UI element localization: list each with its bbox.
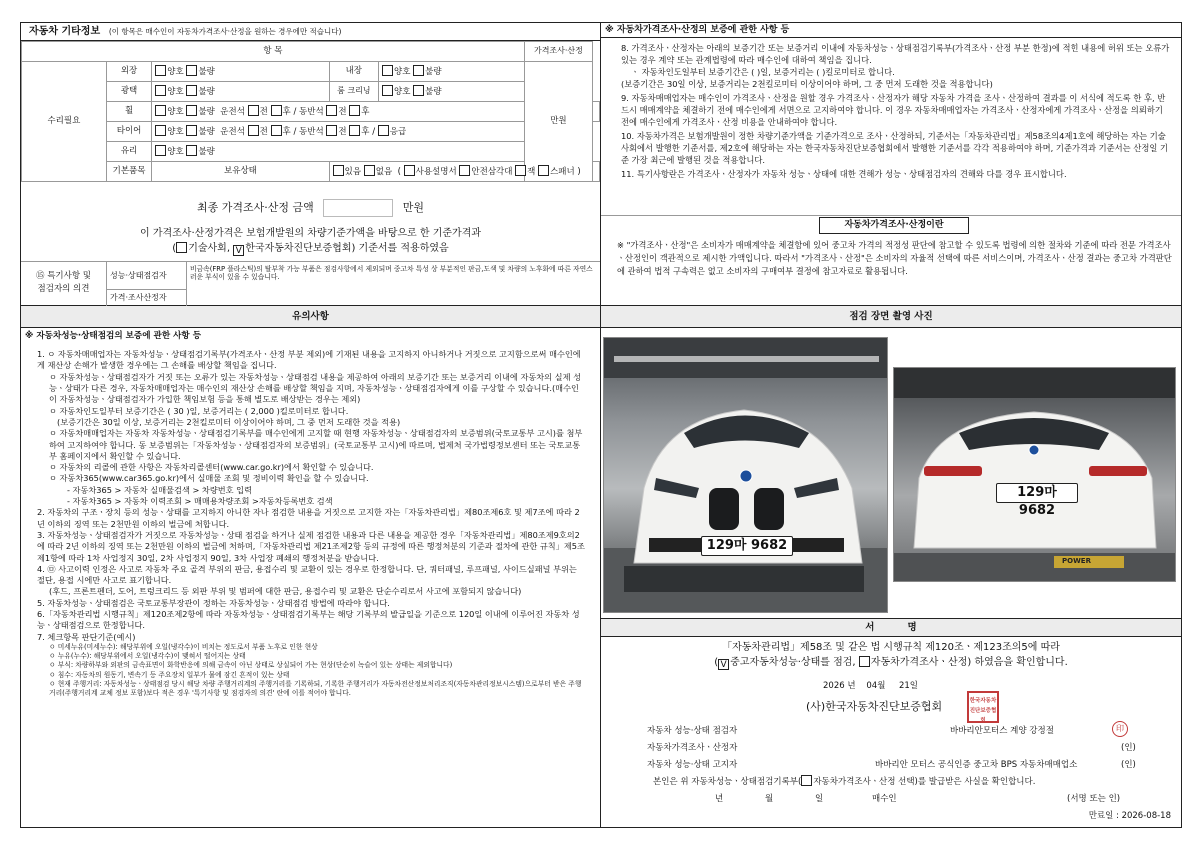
price-warranty-title: ※ 자동차가격조사·산정의 보증에 관한 사항 등 xyxy=(601,23,1181,38)
exterior-options: 양호 불량 xyxy=(152,62,329,82)
holding-label: 보유상태 xyxy=(152,162,329,182)
photos-title: 점검 장면 촬영 사진 xyxy=(601,306,1181,328)
glass-label: 유리 xyxy=(106,142,151,162)
gloss-bad-checkbox[interactable] xyxy=(186,85,197,96)
note-1e: ㅇ 자동차의 리콜에 관한 사항은 자동차리콜센터(www.car.go.kr)에서 확인할 수 있습니다. xyxy=(49,462,374,473)
basic-items-options: 있음 없음 ( 사용설명서 안전삼각대 잭 스패너 ) xyxy=(329,162,599,182)
room-clean-label: 룸 크리닝 xyxy=(329,82,378,102)
note-1c: ㅇ 자동차인도일부터 보증기간은 ( 30 )일, 보증거리는 ( 2,000 )킬로미터로 합니다. xyxy=(49,405,349,416)
jack-checkbox[interactable] xyxy=(515,165,526,176)
row3-in: (인) xyxy=(1121,760,1136,770)
note-3: 3. 자동차성능ㆍ상태점검자가 거짓으로 자동차성능ㆍ상태 점검을 하거나 실제 점검한 내용과 다른 내용을 제공한 경우「자동차관리법」제80조제9호의2에 따라 2년 이하의 징역 또는 2천만원 이하의 벌금에 처하며,「자동차관리법 제21조제2항 등의 규정에 따른 행정처분의 기준과 절차에 관한 규칙」제5조제1항에 따라 1차 사업정지 30일, 2차 사업정지 90일, 3차 사업장 폐쇄의 행정처분을 받습니다. xyxy=(37,529,585,563)
note-4b: (후드, 프론트펜더, 도어, 트렁크리드 등 외판 부위 및 범퍼에 대한 판금, 용접수리 및 교환은 단순수리로서 사고에 포함되지 않습니다) xyxy=(49,586,522,597)
front-license-plate: 129마 9682 xyxy=(701,536,793,556)
expiry-date: 만료일 : 2026-08-18 xyxy=(1088,811,1171,821)
criteria-2: ㅇ 누유(누수): 해당부위에서 오일(냉각수)이 맺혀서 떨어지는 상태 xyxy=(49,652,246,661)
other-info-table xyxy=(21,41,600,182)
tire-passenger-rear-checkbox[interactable] xyxy=(349,125,360,136)
item-8-note: (보증기간은 30일 이상, 보증거리는 2천킬로미터 이상이어야 하며, 그 중 먼저 도래한 것을 적용합니다) xyxy=(621,79,993,89)
note-1b: ㅇ 자동차성능ㆍ상태점검자가 거짓 또는 오류가 있는 자동차성능ㆍ상태점검 내용을 제공하여 아래의 보증기간 또는 보증거리 이내에 자동차의 실제 성능ㆍ상태가 다른 경우, 자동차매매업자는 매수인의 재산상 손해를 배상할 책임을 지며, 자동차성능ㆍ상태점검자에게 이를 구상할 수 있습니다.(매수인이 자동차성능ㆍ상태점검자가 가입한 책임보험 등을 통해 별도로 배상받는 경우는 제외) xyxy=(49,371,582,405)
interior-label: 내장 xyxy=(329,62,378,82)
signature-line-1: 「자동차관리법」제58조 및 같은 법 시행규칙 제120조ㆍ제123조의5에 따라 xyxy=(722,642,1060,653)
room-clean-good-checkbox[interactable] xyxy=(382,85,393,96)
wheel-passenger-front-checkbox[interactable] xyxy=(326,105,337,116)
tire-options: 양호 불량 운전석 전 후 / 동반석 전 후 / 응급 xyxy=(152,122,593,142)
price-info-box-text: ※ "가격조사ㆍ산정"은 소비자가 매매계약을 체결함에 있어 중고차 가격의 적정성 판단에 참고할 수 있도록 법령에 의한 절차와 기준에 따라 전문 가격조사ㆍ산정인이 객관적으로 제시한 가액입니다. 따라서 "가격조사ㆍ산정"은 소비자의 자율적 선택에 따른 서비스이며, 가격조사ㆍ산정 결과는 중고차 가격판단에 관하여 법적 구속력은 없고 소비자의 구매여부 결정에 참고자료로 활용됩니다. xyxy=(617,240,1172,276)
wheel-label: 휠 xyxy=(106,102,151,122)
interior-options: 양호 불량 xyxy=(379,62,525,82)
note-1: 1. ㅇ 자동차매매업자는 자동차성능ㆍ상태점검기록부(가격조사ㆍ산정 부분 제외)에 기재된 내용을 고지하지 아니하거나 거짓으로 고지함으로써 매수인에게 재산상 손해가 발생한 경우에는 그 손해를 배상할 책임을 집니다. xyxy=(37,349,581,371)
item-10: 10. 자동차가격은 보험개발원이 정한 차량기준가액을 기준가격으로 조사ㆍ산정하되, 기준서는「자동차관리법」제58조의4제1호에 해당하는 자는 기술사회에서 발행한 기준서를, 제2호에 해당하는 자는 한국자동차진단보증협회에서 발행한 기준서를 각각 적용하여야 하며, 기준가격과 기준서는 산정일 기준 가장 최근에 발행된 것을 적용합니다. xyxy=(621,131,1169,165)
inspector-seal: 印 xyxy=(1112,721,1128,737)
room-clean-options: 양호 불량 xyxy=(379,82,525,102)
perf-inspector-label: 성능·상태점검자 xyxy=(107,262,187,290)
signature-date: 2026 년 04월 21일 xyxy=(823,681,918,691)
signature-line-2: ( V 중고자동차성능·상태를 점검, 자동차가격조사ㆍ산정) 하였음을 확인합니다. xyxy=(714,657,1068,670)
note-1f-a: - 자동차365 > 자동차 실매물검색 > 차량번호 입력 xyxy=(67,484,252,495)
final-price-label: 최종 가격조사·산정 금액 xyxy=(196,201,314,214)
signature-org: (사)한국자동차진단보증협회 xyxy=(806,700,943,713)
row1-label: 자동차 성능·상태 점검자 xyxy=(647,726,738,736)
triangle-checkbox[interactable] xyxy=(459,165,470,176)
row1-value: 바바리안모터스 계양 강정절 xyxy=(950,726,1054,736)
rear-license-plate: 129마 9682 xyxy=(996,483,1078,503)
exterior-label: 외장 xyxy=(106,62,151,82)
front-photo xyxy=(603,337,888,613)
note-1f-b: - 자동차365 > 자동차 이력조회 > 매매용차량조회 >자동차등록번호 검색 xyxy=(67,496,333,507)
criteria-4: ㅇ 침수: 자동차의 원동기, 변속기 등 주요장치 일부가 물에 잠긴 흔적이 있는 상태 xyxy=(49,670,290,679)
tire-label: 타이어 xyxy=(106,122,151,142)
rear-photo xyxy=(893,367,1176,582)
exterior-bad-checkbox[interactable] xyxy=(186,65,197,76)
basic-items-label: 기본품목 xyxy=(106,162,151,182)
final-price-input[interactable] xyxy=(323,199,393,217)
col-item-header: 항 목 xyxy=(22,42,525,62)
tire-emergency-checkbox[interactable] xyxy=(378,125,389,136)
wheel-good-checkbox[interactable] xyxy=(155,105,166,116)
note-1f: ㅇ 자동차365(www.car365.go.kr)에서 실매물 조회 및 정비이력 확인을 할 수 있습니다. xyxy=(49,473,369,484)
wheel-passenger-rear-checkbox[interactable] xyxy=(349,105,360,116)
special-opinion-label: ⑮ 특기사항 및 점검자의 의견 xyxy=(21,262,107,306)
row3-value: 바바리안 모터스 공식인증 중고차 BPS 자동차매매업소 xyxy=(875,760,1078,770)
note-6: 6.「자동차관리법 시행규칙」제120조제2항에 따라 자동차성능ㆍ상태점검기록부는 해당 기록부의 발급일을 기준으로 120일 이내에 이루어진 자동차 성능ㆍ상태점검으로 한정합니다. xyxy=(37,609,580,631)
price-warranty-section xyxy=(601,23,1181,305)
price-check-checkbox[interactable] xyxy=(859,656,870,667)
signature-rows xyxy=(647,723,1147,808)
section-note: (이 항목은 매수인이 자동차가격조사·산정을 원하는 경우에만 적습니다) xyxy=(108,27,342,36)
wheel-driver-front-checkbox[interactable] xyxy=(248,105,259,116)
notes-section xyxy=(21,306,600,827)
tire-driver-rear-checkbox[interactable] xyxy=(271,125,282,136)
col-price-header: 가격조사·산정 xyxy=(524,42,592,62)
final-price-unit: 만원 xyxy=(402,201,424,214)
glass-bad-checkbox[interactable] xyxy=(186,145,197,156)
row3-label: 자동차 성능·상태 고지자 xyxy=(647,760,738,770)
interior-bad-checkbox[interactable] xyxy=(413,65,424,76)
gloss-label: 광택 xyxy=(106,82,151,102)
rear-car-image xyxy=(894,368,1176,582)
room-clean-bad-checkbox[interactable] xyxy=(413,85,424,96)
item-8-period: ㆍ 자동차인도일부터 보증기간은 ( )일, 보증거리는 ( )킬로미터로 합니다. xyxy=(631,67,895,77)
criteria-1: ㅇ 미세누유(미세누수): 해당부위에 오일(냉각수)이 비치는 정도로서 부품 노후로 인한 현상 xyxy=(49,642,318,651)
note-5: 5. 자동차성능ㆍ상태점검은 국토교통부장관이 정하는 자동차성능ㆍ상태점검 방법에 따라야 합니다. xyxy=(37,597,390,608)
criteria-5: ㅇ 현재 주행거리: 자동차성능ㆍ상태점검 당시 해당 차량 주행거리계의 주행거리를 기록하되, 기록한 주행거리가 자동차전산정보처리조직(자동차관리정보시스템)으로부터 받은 주행거리(주행거리계 교체 정보 포함)보다 적은 경우 '특기사항 및 점검자의 의견' 란에 이를 적어야 합니다. xyxy=(49,679,582,697)
perf-inspector-opinion: 비금속(FRP 플라스틱)의 탈부착 가능 부품은 점검사항에서 제외되며 중고차 특성 상 부분적인 판금,도색 및 차량의 노후화에 따른 자연스러운 부식이 있을 수 있습니다. xyxy=(190,265,593,282)
wheel-driver-rear-checkbox[interactable] xyxy=(271,105,282,116)
row2-in: (인) xyxy=(1121,743,1136,753)
basis-line-1: 이 가격조사·산정가격은 보험개발원의 차량기준가액을 바탕으로 한 기준가격과 xyxy=(139,228,482,239)
price-won-unit: 만원 xyxy=(524,62,592,182)
special-opinion-block xyxy=(21,261,600,305)
price-info-box-title: 자동차가격조사·산정이란 xyxy=(819,217,969,234)
tire-passenger-front-checkbox[interactable] xyxy=(326,125,337,136)
perf-check-checkbox[interactable]: V xyxy=(718,659,729,670)
power-lift-label: POWER xyxy=(1062,557,1091,565)
criteria-3: ㅇ 부식: 차량하부와 외판의 금속표면이 화학반응에 의해 금속이 아닌 상태로 상실되어 가는 현상(단순히 녹슬어 있는 상태는 제외합니다) xyxy=(49,661,453,670)
wheel-bad-checkbox[interactable] xyxy=(186,105,197,116)
signature-title: 서 명 xyxy=(601,619,1181,637)
repair-needed-label: 수리필요 xyxy=(22,62,107,182)
section-title: 자동차 기타정보 xyxy=(29,26,101,37)
notes-subtitle: ※ 자동차성능·상태점검의 보증에 관한 사항 등 xyxy=(25,331,202,341)
manual-checkbox[interactable] xyxy=(404,165,415,176)
note-1c-detail: (보증기간은 30일 이상, 보증거리는 2천킬로미터 이상이어야 하며, 그 중 먼저 도래한 것을 적용) xyxy=(57,416,401,427)
tire-driver-front-checkbox[interactable] xyxy=(248,125,259,136)
glass-good-checkbox[interactable] xyxy=(155,145,166,156)
signature-section xyxy=(601,618,1181,827)
row4-confirm: 본인은 위 자동차성능ㆍ상태점검기록부( 자동차가격조사ㆍ산정 선택)를 발급받은 사실을 확인합니다. xyxy=(653,777,1036,787)
gloss-good-checkbox[interactable] xyxy=(155,85,166,96)
basis-text: 이 가격조사·산정가격은 보험개발원의 차량기준가액을 바탕으로 한 기준가격과 ( 기술사회, V 한국자동차진단보증협회) 기준서를 적용하였음 xyxy=(21,226,600,256)
note-7: 7. 체크항목 판단기준(예시) xyxy=(37,631,136,642)
row5-buyer: 년 월 일 매수인 (서명 또는 인) xyxy=(715,794,1121,804)
spanner-checkbox[interactable] xyxy=(538,165,549,176)
gloss-options: 양호 불량 xyxy=(152,82,329,102)
tire-bad-checkbox[interactable] xyxy=(186,125,197,136)
note-4: 4. ㉤ 사고이력 인정은 사고로 자동차 주요 골격 부위의 판금, 용접수리 및 교환이 있는 경우로 한정합니다. 단, 쿼터패널, 루프패널, 사이드실패널 부위는 절단, 용접 시에만 사고로 표기합니다. xyxy=(37,563,577,586)
kadia-checkbox[interactable]: V xyxy=(233,245,244,256)
note-1d: ㅇ 자동차매매업자는 자동차 자동차성능ㆍ상태점검기록부를 매수인에게 고지할 때 현행 자동차성능ㆍ상태점검자의 보증범위(국토교통부 고시)를 첨부하여 고지하여야 합니다. 동 보증범위는「자동차성능ㆍ상태점검자의 보증범위」(국토교통부 고시)에 따르며, 법제처 국가법령정보센터 또는 국토교통부 홈페이지에서 확인할 수 있습니다. xyxy=(49,428,583,461)
price-inspector-label: 가격·조사산정자 xyxy=(107,290,187,306)
final-price-row xyxy=(21,199,600,217)
exterior-good-checkbox[interactable] xyxy=(155,65,166,76)
notes-title: 유의사항 xyxy=(21,306,600,328)
association-seal: 한국자동차진단보증협회 xyxy=(967,691,999,723)
front-car-image xyxy=(604,338,888,613)
tech-society-checkbox[interactable] xyxy=(176,242,187,253)
basic-have-checkbox[interactable] xyxy=(333,165,344,176)
wheel-options: 양호 불량 운전석 전 후 / 동반석 전 후 xyxy=(152,102,525,122)
basic-none-checkbox[interactable] xyxy=(364,165,375,176)
note-2: 2. 자동차의 구조ㆍ장치 등의 성능ㆍ상태를 고지하지 아니한 자나 점검한 내용을 거짓으로 고지한 자는「자동차관리법」제80조제6호 및 제7조에 따라 2년 이하의 징역 또는 2천만원 이하의 벌금에 처합니다. xyxy=(37,507,580,529)
tire-good-checkbox[interactable] xyxy=(155,125,166,136)
item-11: 11. 특기사항란은 가격조사ㆍ산정자가 자동차 성능ㆍ상태에 대한 견해가 성능ㆍ상태점검자의 견해와 다를 경우 표시합니다. xyxy=(621,169,1067,179)
item-8: 8. 가격조사ㆍ산정자는 아래의 보증기간 또는 보증거리 이내에 자동차성능ㆍ상태점검기록부(가격조사ㆍ산정 부분 한정)에 적힌 내용에 허위 또는 오류가 있는 경우 계약 또는 관계법령에 따라 매수인에 대하여 책임을 집니다. xyxy=(621,43,1170,65)
photos-section xyxy=(601,306,1181,618)
vehicle-other-info-section xyxy=(21,23,600,305)
interior-good-checkbox[interactable] xyxy=(382,65,393,76)
item-9: 9. 자동차매매업자는 매수인이 가격조사ㆍ산정을 원할 경우 가격조사ㆍ산정자가 해당 자동차 가격을 조사ㆍ산정하여 결과를 이 서식에 적도록 한 후, 반드시 매매계약을 체결하기 전에 매수인에게 서면으로 고지하여야 합니다. 이 경우 자동차매매업자는 가격조사ㆍ산정자에게 가격조사ㆍ산정을 의뢰하기 전에 매수인에게 가격조사ㆍ산정 비용을 안내하여야 합니다. xyxy=(621,93,1166,127)
buyer-price-checkbox[interactable] xyxy=(801,775,812,786)
row2-label: 자동차가격조사ㆍ산정자 xyxy=(647,743,738,753)
glass-options: 양호 불량 xyxy=(152,142,593,162)
